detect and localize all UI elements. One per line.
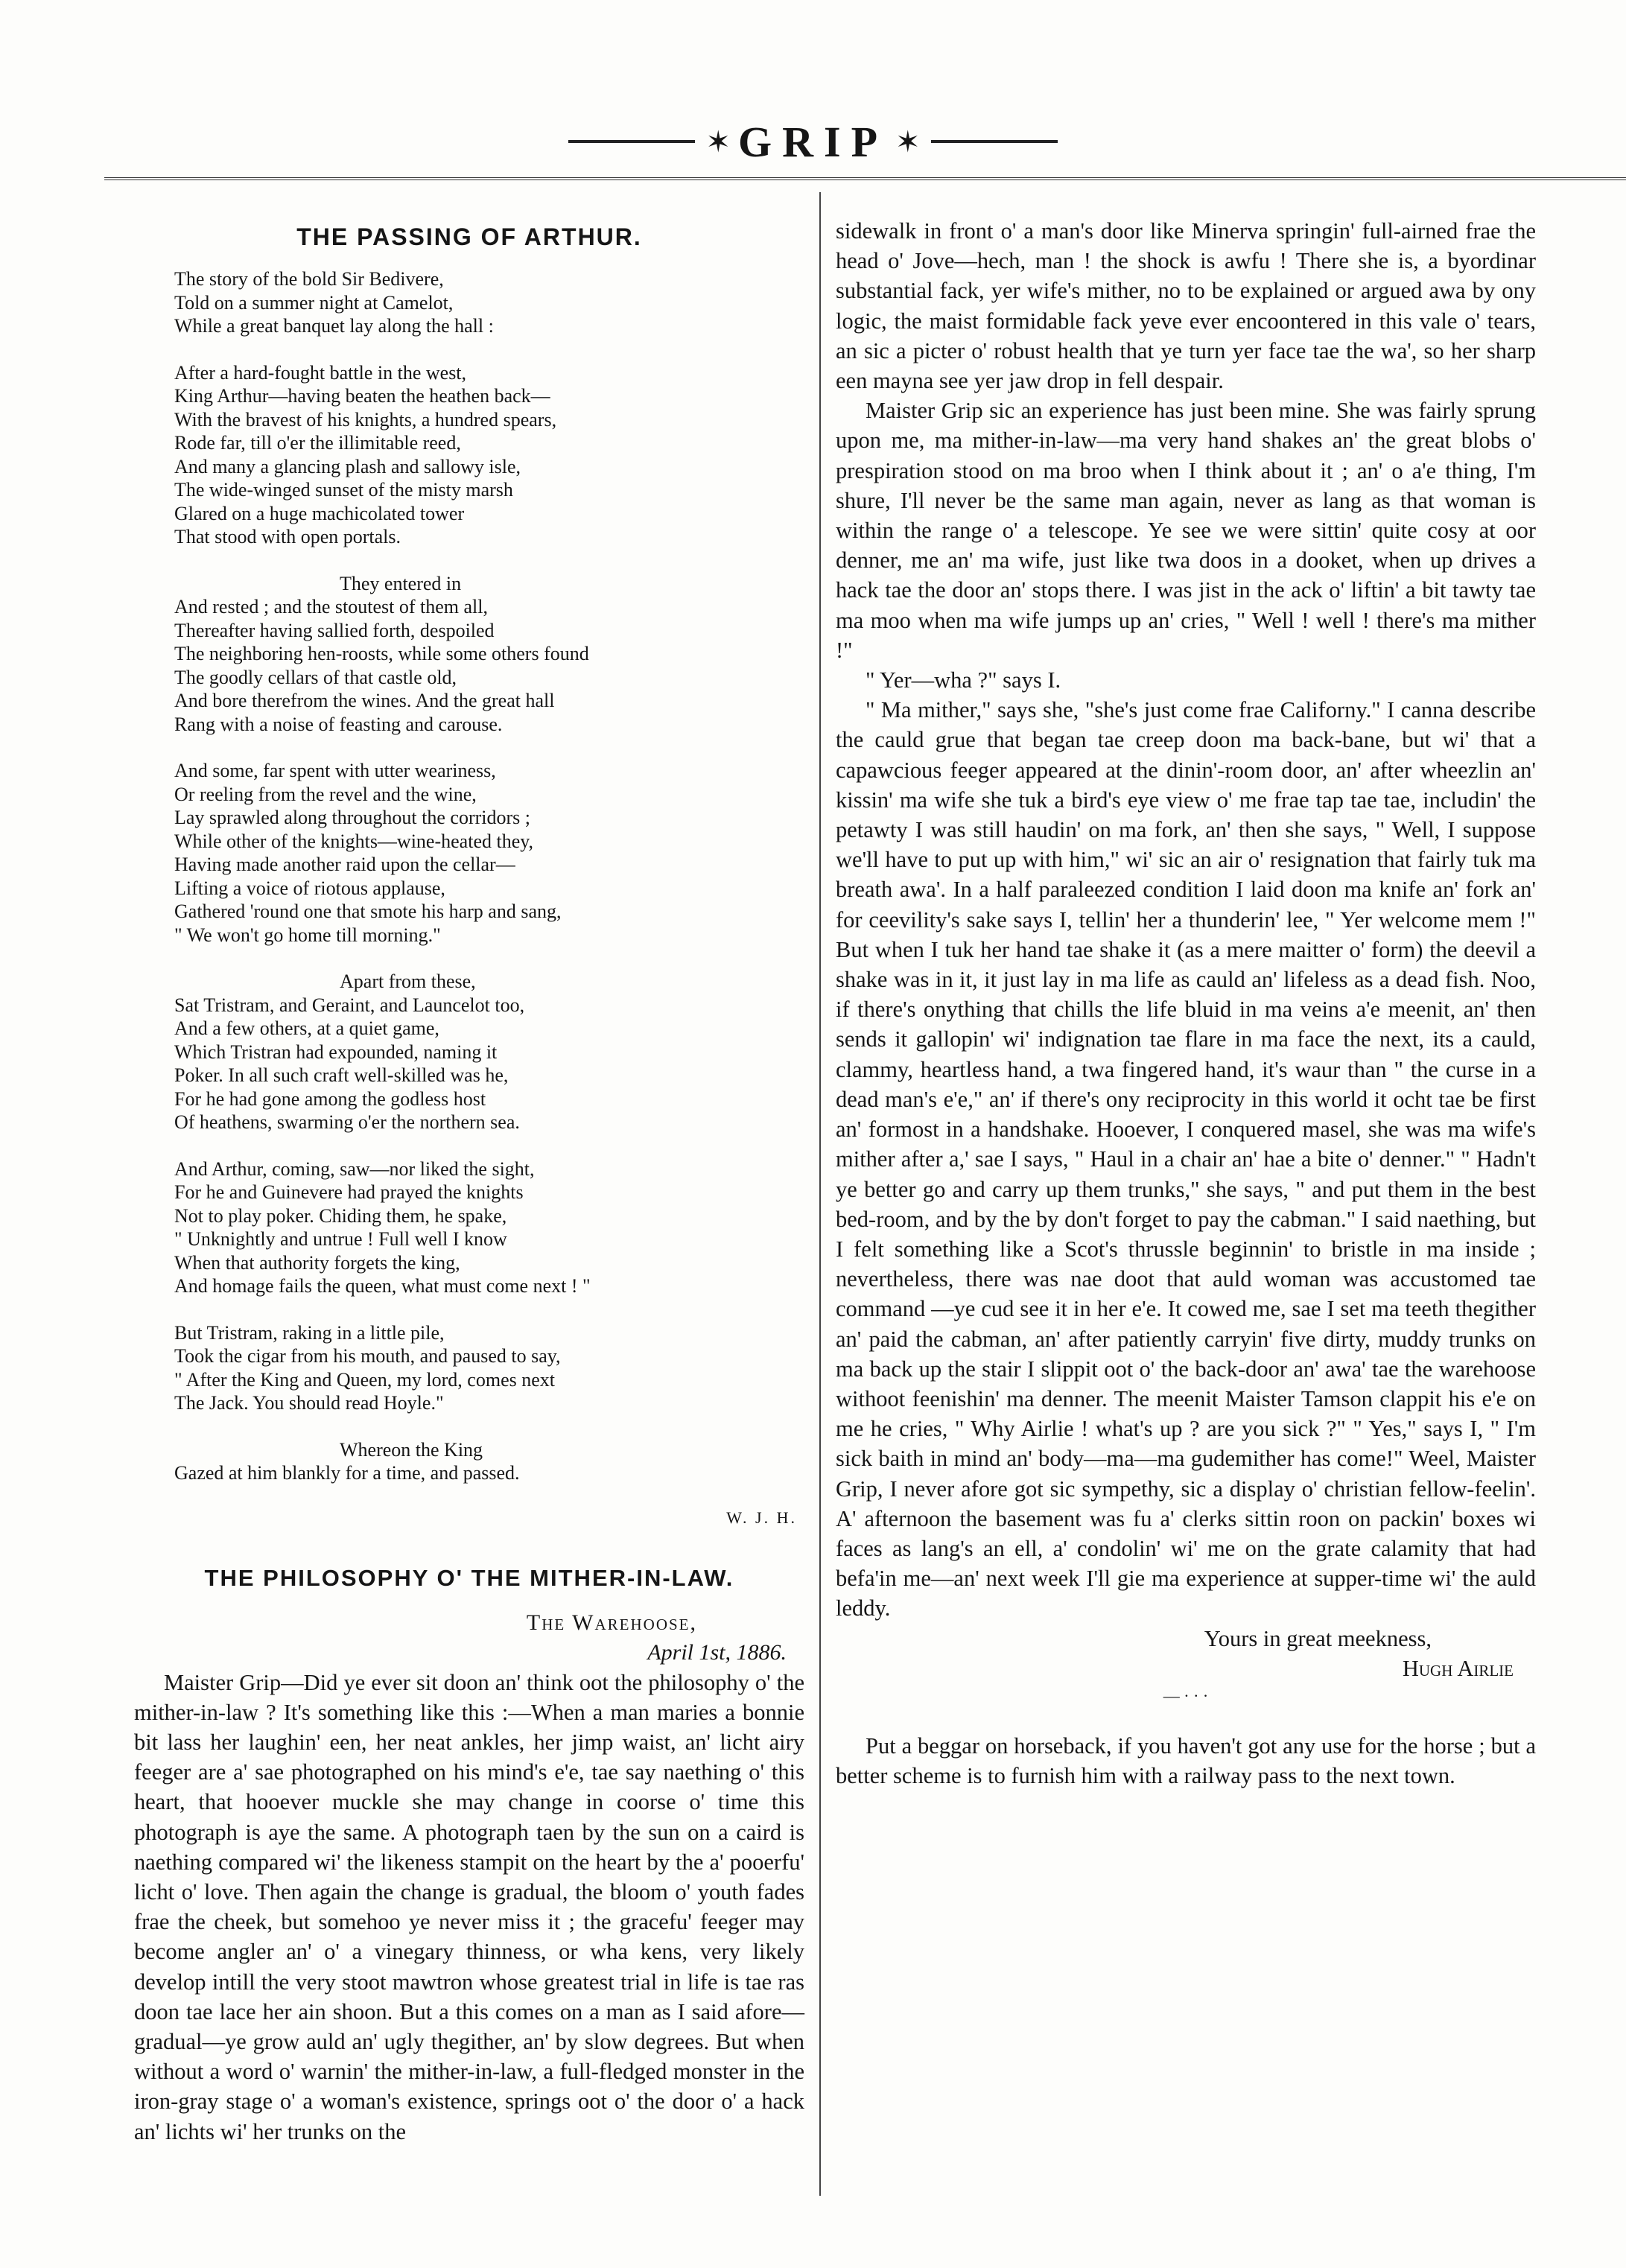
- poem-stanza: [174, 572, 804, 737]
- star-icon: ✶: [705, 124, 731, 159]
- poem-line: Of heathens, swarming o'er the northern sea.: [174, 1111, 520, 1133]
- poem-signature: W. J. H.: [726, 1508, 797, 1527]
- poem-line: But Tristram, raking in a little pile,: [174, 1321, 445, 1344]
- dateline-date: April 1st, 1886.: [647, 1639, 787, 1665]
- poem-line: And some, far spent with utter weariness,: [174, 760, 496, 781]
- poem-line: Lay sprawled along throughout the corridors ;: [174, 807, 530, 828]
- poem-line: With the bravest of his knights, a hundred spears,: [174, 408, 557, 431]
- masthead-title: GRIP: [738, 117, 888, 166]
- poem-stanza: [174, 1157, 804, 1298]
- masthead: [0, 112, 1626, 171]
- poem: [174, 267, 804, 1485]
- poem-line: Apart from these,: [340, 971, 476, 992]
- poem-line: Gathered 'round one that smote his harp and sang,: [174, 900, 562, 922]
- poem-line: Thereafter having sallied forth, despoiled: [174, 619, 495, 641]
- dateline: [134, 1608, 787, 1668]
- poem-line: Rode far, till o'er the illimitable reed,: [174, 432, 461, 454]
- poem-stanza: [174, 970, 804, 1134]
- poem-line: Glared on a huge machicolated tower: [174, 502, 465, 524]
- section-divider: — · · ·: [1163, 1686, 1209, 1705]
- poem-line: For he and Guinevere had prayed the knights: [174, 1181, 524, 1203]
- poem-line: While a great banquet lay along the hall :: [174, 315, 494, 337]
- article-paragraph: " Ma mither," says she, "she's just come frae Californy." I canna describe the cauld grue that began tae creep doon ma back-bane, but wi' that a capawcious feeger appeared at the dinin'-room door, an' after wheezlin an' kissin' ma wife she tuk a bird's eye view o' me frae tap tae tae, includin' the petawty I was still haudin' on ma fork, an' then she says, " Well, I suppose we'll have to put up with him," wi' sic an air o' resignation that fairly tuk ma breath awa'. In a half paraleezed condition I laid doon ma knife an' fork an' for ceevility's sake says I, tellin' her a thunderin' lee, " Yer welcome mem !" But when I tuk her hand tae shake it (as a mere maitter o' form) the deevil a shake was in it, it just lay in ma life as cauld an' lifeless as a dead fish. Noo, if there's onything that chills the life bluid in ma veins a'e meenit, an' then sends it gallopin' wi' indignation tae flare in ma face the next, its a cauld, clammy, heartless hand, a twa fingered hand, it's waur than " the curse in a dead man's e'e," an' if there's ony reciprocity in this world it ocht tae be first an' formost in a handshake. Hooever, I conquered masel, she was ma wife's mither after a,' sae I says, " Haul in a chair an' hae a bite o' denner." " Hadn't ye better go and carry up them trunks," she says, " and put them in the best bed-room, and by the by don't forget to pay the cabman." I said naething, but I felt something like a Scot's thrussle beginnin' to bristle in ma inside ; nevertheless, there was nae doot that auld woman was accustomed tae command —ye cud see it in her e'e. It cowed me, sae I set ma teeth thegither an' paid the cabman, an' after patiently carryin' five dirty, muddy trunks on ma back up the stair I slippit oot o' the back-door an' awa' tae the warehoose withoot feenishin' ma denner. The meenit Maister Tamson clappit his e'e on me he cries, " Why Airlie ! what's up ? are you sick ?" " Yes," says I, " I'm sick baith in mind an' body—ma—ma gudemither has come!" Weel, Maister Grip, I never afore got sic sympethy, sic a display o' christian fellow-feelin'. A' afternoon the basement was fu a' clerks sittin roon on packin' boxes wi faces as lang's an ell, a' condolin' wi' me on the grate calamity that had befa'in me—an' next week I'll gie ma experience at supper-time wi' the auld leddy.: [836, 697, 1536, 1621]
- column-divider: [819, 192, 821, 2196]
- poem-line: And many a glancing plash and sallowy isle,: [174, 455, 521, 477]
- poem-line: King Arthur—having beaten the heathen back—: [174, 385, 550, 407]
- poem-title: THE PASSING OF ARTHUR.: [296, 223, 642, 250]
- article-body-right: [836, 216, 1536, 1624]
- article-author: Hugh Airlie: [1402, 1655, 1514, 1681]
- left-column: [134, 216, 804, 2147]
- poem-line: And a few others, at a quiet game,: [174, 1017, 439, 1039]
- poem-stanza: [174, 1321, 804, 1415]
- article-paragraph-continued: sidewalk in front o' a man's door like Minerva springin' full-airned frae the head o' Jove—hech, man ! the shock is awfu ! There she is, a byordinar substantial fack, yer wife's mither, no to be explained or argued awa by ony logic, the maist formidable fack yeve ever encoontered in this vale o' tears, an sic a picter o' robust health that ye turn yer face tae the wa', so her sharp een mayna see yer jaw drop in fell despair.: [836, 218, 1536, 394]
- poem-line: The neighboring hen-roosts, while some others found: [174, 643, 589, 664]
- poem-line: " After the King and Queen, my lord, comes next: [174, 1368, 555, 1391]
- poem-line: And homage fails the queen, what must come next ! ": [174, 1275, 591, 1297]
- poem-stanza: [174, 1438, 804, 1485]
- filler-item: [836, 1731, 1536, 1791]
- poem-line: Gazed at him blankly for a time, and passed.: [174, 1462, 520, 1484]
- poem-line: " We won't go home till morning.": [174, 924, 441, 946]
- poem-line: For he had gone among the godless host: [174, 1087, 486, 1110]
- right-column: [836, 216, 1536, 1791]
- poem-line: And Arthur, coming, saw—nor liked the sight,: [174, 1157, 535, 1180]
- masthead-rule-left: [568, 140, 695, 143]
- filler-text: Put a beggar on horseback, if you haven't got any use for the horse ; but a better scheme is to furnish him with a railway pass to the next town.: [836, 1732, 1536, 1788]
- article-title: THE PHILOSOPHY O' THE MITHER-IN-LAW.: [204, 1564, 734, 1591]
- article-paragraph: Maister Grip sic an experience has just been mine. She was fairly sprung upon me, ma mither-in-law—ma very hand shakes an' the great blobs o' prespiration stood on ma broo when I think about it ; an' o a'e thing, I'm shure, I'll never be the same man again, never as lang as that woman is within the range o' a telescope. Ye see we were sittin' quite cosy at oor denner, me an' ma wife, just like twa doos in a dooket, when up drives a hack tae the door an' stops there. I was jist in the ack o' liftin' a bit tawty tae ma moo when ma wife jumps up an' cries, " Well ! well ! there's ma mither !": [836, 398, 1536, 663]
- poem-line: The wide-winged sunset of the misty marsh: [174, 479, 513, 501]
- poem-line: Not to play poker. Chiding them, he spake,: [174, 1204, 507, 1227]
- poem-line: Having made another raid upon the cellar—: [174, 854, 515, 875]
- poem-line: Poker. In all such craft well-skilled was he,: [174, 1064, 509, 1086]
- poem-line: Rang with a noise of feasting and carouse.: [174, 713, 503, 735]
- poem-line: The Jack. You should read Hoyle.": [174, 1392, 444, 1414]
- poem-line: Or reeling from the revel and the wine,: [174, 783, 477, 805]
- poem-line: " Unknightly and untrue ! Full well I know: [174, 1228, 507, 1250]
- poem-line: Told on a summer night at Camelot,: [174, 291, 454, 314]
- poem-line: And bore therefrom the wines. And the great hall: [174, 690, 555, 711]
- article-paragraph: Maister Grip—Did ye ever sit doon an' think oot the philosophy o' the mither-in-law ? It's something like this :—When a man maries a bonnie bit lass her laughin' een, her neat ankles, her jimp waist, an' licht airy feeger are a' sae photographed on his mind's e'e, tae say naething o' this heart, that hooever muckle she may change in coorse o' time this photograph is aye the same. A photograph taen by the sun on a caird is naething compared wi' the likeness stampit on the heart by the a' pooerfu' licht o' love. Then again the change is gradual, the bloom o' youth fades frae the cheek, but somehoo ye never miss it ; the gracefu' feeger may become angler an' o' a vinegary thinness, or wha kens, very likely develop intill the very stoot mawtron whose greatest trial in life is tae ras doon tae lace her ain shoon. But a this comes on a man as I said afore—gradual—ye grow auld an' ugly thegither, an' by slow degrees. But when without a word o' warnin' the mither-in-law, a full-fledged monster in the iron-gray stage o' a woman's existence, springs oot o' the door o' a hack an' lichts wi' her trunks on the: [134, 1669, 804, 2144]
- article-closing: Yours in great meekness,: [1204, 1625, 1432, 1651]
- poem-line: While other of the knights—wine-heated they,: [174, 830, 534, 852]
- poem-line: After a hard-fought battle in the west,: [174, 361, 467, 384]
- header-divider: [104, 177, 1626, 180]
- poem-line: Lifting a voice of riotous applause,: [174, 877, 445, 899]
- poem-line: The goodly cellars of that castle old,: [174, 666, 457, 688]
- article-body-left: [134, 1668, 804, 2147]
- poem-line: Which Tristran had expounded, naming it: [174, 1041, 498, 1063]
- article-paragraph: " Yer—wha ?" says I.: [866, 667, 1061, 693]
- star-icon: ✶: [895, 124, 921, 159]
- poem-line: That stood with open portals.: [174, 526, 401, 547]
- poem-line: They entered in: [340, 572, 462, 594]
- poem-line: When that authority forgets the king,: [174, 1251, 460, 1274]
- poem-stanza: [174, 267, 804, 338]
- dateline-place: The Warehoose,: [526, 1610, 697, 1635]
- poem-line: Whereon the King: [340, 1438, 483, 1461]
- poem-stanza: [174, 759, 804, 947]
- poem-line: Sat Tristram, and Geraint, and Launcelot too,: [174, 994, 525, 1016]
- poem-line: And rested ; and the stoutest of them all,: [174, 596, 488, 617]
- poem-line: Took the cigar from his mouth, and paused to say,: [174, 1345, 561, 1367]
- poem-stanza: [174, 361, 804, 549]
- masthead-rule-right: [931, 140, 1058, 143]
- poem-line: The story of the bold Sir Bedivere,: [174, 268, 444, 290]
